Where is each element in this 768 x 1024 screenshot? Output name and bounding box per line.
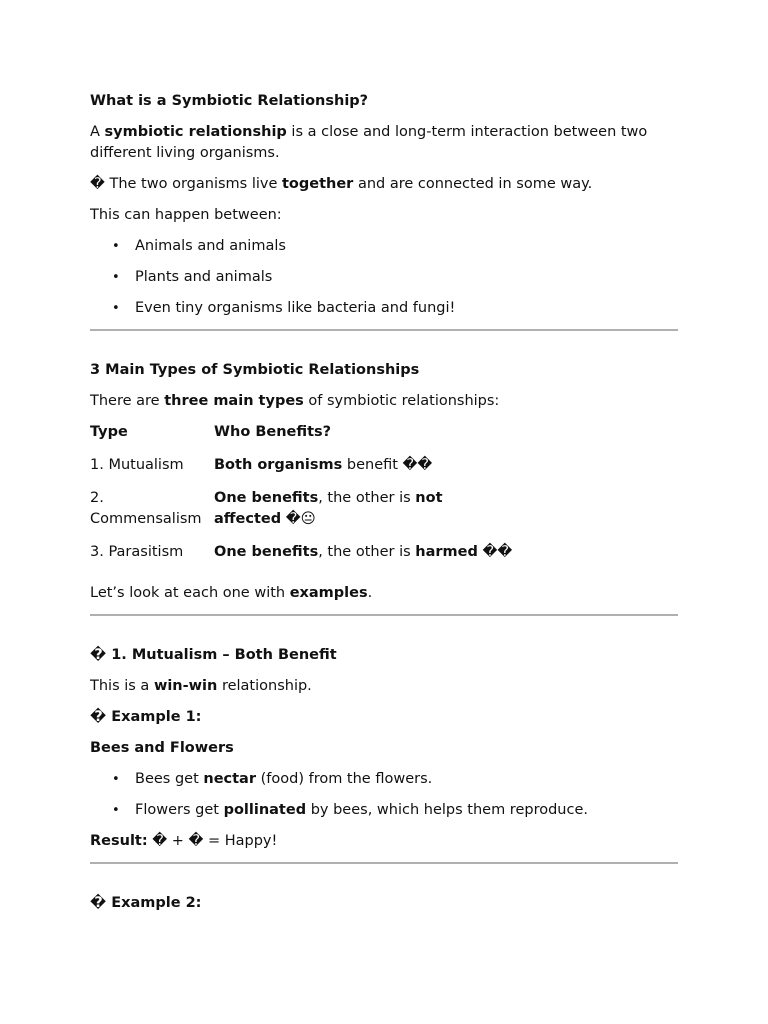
column-header-who: Who Benefits? [214, 424, 332, 440]
definition-paragraph: A symbiotic relationship is a close and long-term interaction between two different living organisms. [90, 124, 648, 161]
benefit-cell: Both organisms benefit �� [214, 457, 433, 473]
type-cell: 2. Commensalism [90, 490, 202, 527]
example-1-title: Bees and Flowers [90, 740, 234, 756]
between-paragraph: This can happen between: [90, 207, 282, 223]
divider [90, 329, 678, 331]
divider [90, 614, 678, 616]
divider [90, 862, 678, 864]
types-intro: There are three main types of symbiotic relationships: [90, 393, 500, 409]
section-heading-symbiotic: What is a Symbiotic Relationship? [90, 93, 369, 109]
types-table [90, 422, 514, 575]
column-header-type: Type [90, 424, 128, 440]
type-cell: 1. Mutualism [90, 457, 184, 473]
section-heading-types: 3 Main Types of Symbiotic Relationships [90, 362, 420, 378]
together-paragraph: � The two organisms live together and are connected in some way. [90, 174, 678, 195]
organism-list [90, 236, 678, 319]
examples-intro: Let’s look at each one with examples. [90, 585, 373, 601]
table-row [90, 542, 514, 575]
list-item: • Even tiny organisms like bacteria and fungi! [90, 298, 678, 319]
benefit-cell: One benefits, the other is harmed �� [214, 544, 513, 560]
example-1-heading: � Example 1: [90, 709, 202, 725]
benefit-cell: One benefits, the other is not affected �😐 [214, 490, 443, 527]
table-header-row [90, 422, 514, 455]
list-item: • Animals and animals [90, 236, 678, 257]
section-heading-mutualism: � 1. Mutualism – Both Benefit [90, 647, 337, 663]
table-row [90, 488, 514, 542]
example-2-heading: � Example 2: [90, 895, 202, 911]
list-item: • Flowers get pollinated by bees, which helps them reproduce. [90, 800, 678, 821]
list-item: • Bees get nectar (food) from the flowers. [90, 769, 678, 790]
result-paragraph: Result: � + � = Happy! [90, 833, 278, 849]
table-row [90, 455, 514, 488]
list-item: • Plants and animals [90, 267, 678, 288]
hint-icon: � [90, 176, 105, 192]
type-cell: 3. Parasitism [90, 544, 184, 560]
win-win-paragraph: This is a win-win relationship. [90, 678, 312, 694]
bees-list [90, 769, 678, 821]
